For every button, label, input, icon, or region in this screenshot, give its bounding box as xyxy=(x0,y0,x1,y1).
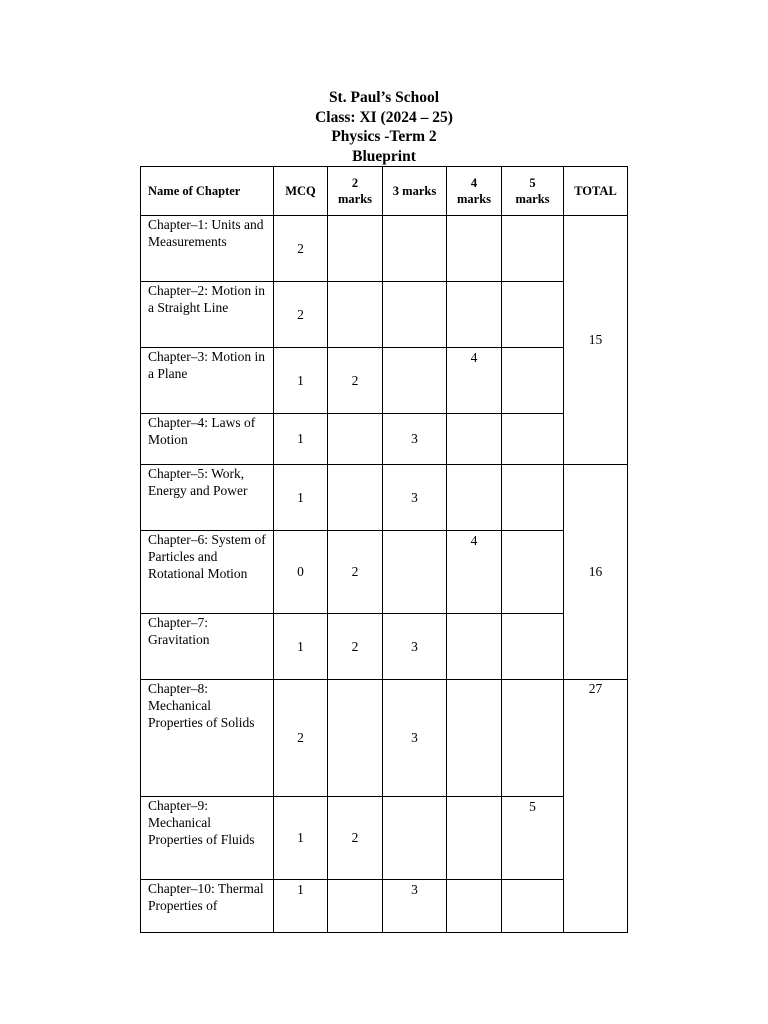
four-marks-cell: 4 xyxy=(447,348,502,414)
column-header-4-marks xyxy=(447,167,502,216)
five-marks-cell: 5 xyxy=(502,797,564,880)
three-marks-cell: 3 xyxy=(383,414,447,465)
column-header-3-marks: 3 marks xyxy=(383,167,447,216)
subject-line: Physics -Term 2 xyxy=(331,128,437,145)
three-marks-cell: 3 xyxy=(383,465,447,531)
two-marks-cell xyxy=(328,414,383,465)
four-marks-cell xyxy=(447,680,502,797)
mcq-cell: 1 xyxy=(274,414,328,465)
table-row xyxy=(141,414,628,465)
table-row xyxy=(141,348,628,414)
chapter-name: Chapter–5: Work, Energy and Power xyxy=(141,465,274,531)
five-marks-cell xyxy=(502,282,564,348)
column-header-5-marks-label: 5 marks xyxy=(515,176,550,206)
mcq-cell: 1 xyxy=(274,797,328,880)
column-header-name: Name of Chapter xyxy=(141,167,274,216)
five-marks-cell xyxy=(502,614,564,680)
two-marks-cell xyxy=(328,880,383,933)
column-header-2-marks xyxy=(328,167,383,216)
five-marks-cell xyxy=(502,531,564,614)
school-name: St. Paul’s School xyxy=(328,89,440,106)
column-header-total: TOTAL xyxy=(564,167,628,216)
total-cell: 15 xyxy=(564,216,628,465)
table-row xyxy=(141,282,628,348)
four-marks-cell xyxy=(447,797,502,880)
three-marks-cell xyxy=(383,797,447,880)
three-marks-cell: 3 xyxy=(383,680,447,797)
two-marks-cell: 2 xyxy=(328,614,383,680)
four-marks-cell xyxy=(447,465,502,531)
chapter-name: Chapter–1: Units and Measurements xyxy=(141,216,274,282)
blueprint-table xyxy=(140,166,628,933)
three-marks-cell xyxy=(383,282,447,348)
chapter-name: Chapter–2: Motion in a Straight Line xyxy=(141,282,274,348)
chapter-name: Chapter–10: Thermal Properties of xyxy=(141,880,274,933)
table-row xyxy=(141,880,628,933)
table-row xyxy=(141,531,628,614)
three-marks-cell xyxy=(383,216,447,282)
five-marks-cell xyxy=(502,348,564,414)
four-marks-cell xyxy=(447,614,502,680)
five-marks-cell xyxy=(502,414,564,465)
two-marks-cell xyxy=(328,465,383,531)
column-header-2-marks-label: 2 marks xyxy=(337,176,373,206)
four-marks-cell: 4 xyxy=(447,531,502,614)
chapter-name: Chapter–7: Gravitation xyxy=(141,614,274,680)
table-header-row xyxy=(141,167,628,216)
two-marks-cell xyxy=(328,282,383,348)
four-marks-cell xyxy=(447,282,502,348)
three-marks-cell: 3 xyxy=(383,614,447,680)
class-line: Class: XI (2024 – 25) xyxy=(315,108,453,126)
mcq-cell: 2 xyxy=(274,680,328,797)
document-header xyxy=(0,88,768,166)
mcq-cell: 2 xyxy=(274,282,328,348)
five-marks-cell xyxy=(502,216,564,282)
three-marks-cell: 3 xyxy=(383,880,447,933)
total-cell: 16 xyxy=(564,465,628,680)
table-row xyxy=(141,614,628,680)
four-marks-cell xyxy=(447,216,502,282)
four-marks-cell xyxy=(447,414,502,465)
five-marks-cell xyxy=(502,680,564,797)
two-marks-cell: 2 xyxy=(328,531,383,614)
four-marks-cell xyxy=(447,880,502,933)
chapter-name: Chapter–9: Mechanical Properties of Fluids xyxy=(141,797,274,880)
mcq-cell: 1 xyxy=(274,465,328,531)
chapter-name: Chapter–3: Motion in a Plane xyxy=(141,348,274,414)
chapter-name: Chapter–4: Laws of Motion xyxy=(141,414,274,465)
three-marks-cell xyxy=(383,531,447,614)
column-header-mcq: MCQ xyxy=(274,167,328,216)
two-marks-cell xyxy=(328,680,383,797)
two-marks-cell xyxy=(328,216,383,282)
chapter-name: Chapter–8: Mechanical Properties of Solids xyxy=(141,680,274,797)
three-marks-cell xyxy=(383,348,447,414)
two-marks-cell: 2 xyxy=(328,348,383,414)
table-row xyxy=(141,465,628,531)
table-row xyxy=(141,797,628,880)
mcq-cell: 0 xyxy=(274,531,328,614)
column-header-5-marks xyxy=(502,167,564,216)
mcq-cell: 1 xyxy=(274,348,328,414)
document-title: Blueprint xyxy=(352,147,416,165)
chapter-name: Chapter–6: System of Particles and Rotational Motion xyxy=(141,531,274,614)
table-row xyxy=(141,216,628,282)
two-marks-cell: 2 xyxy=(328,797,383,880)
mcq-cell: 1 xyxy=(274,614,328,680)
table-row xyxy=(141,680,628,797)
mcq-cell: 2 xyxy=(274,216,328,282)
total-cell: 27 xyxy=(564,680,628,933)
column-header-4-marks-label: 4 marks xyxy=(456,176,492,206)
five-marks-cell xyxy=(502,880,564,933)
mcq-cell: 1 xyxy=(274,880,328,933)
five-marks-cell xyxy=(502,465,564,531)
